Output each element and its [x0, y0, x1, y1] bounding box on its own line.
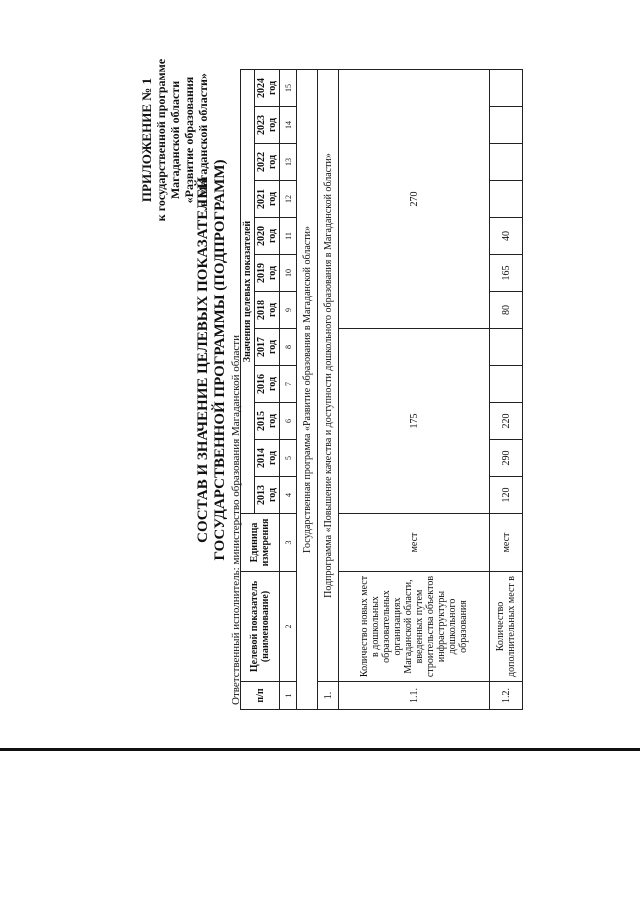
- col-number: 3: [280, 514, 297, 572]
- col-number: 7: [280, 366, 297, 403]
- table-row: [490, 70, 523, 710]
- row-num: 1.1.: [339, 682, 490, 710]
- year-header: 2019 год: [255, 255, 280, 292]
- row-num: 1.2.: [490, 682, 523, 710]
- year-header: 2022 год: [255, 144, 280, 181]
- row-value-merged: 175: [339, 329, 490, 514]
- col-number: 9: [280, 292, 297, 329]
- year-header: 2014 год: [255, 440, 280, 477]
- col-number: 2: [280, 572, 297, 682]
- row-unit: мест: [490, 514, 523, 572]
- year-header: 2016 год: [255, 366, 280, 403]
- subprogram-num: 1.: [318, 682, 339, 710]
- year-header: 2018 год: [255, 292, 280, 329]
- executor-note: Ответственный исполнитель: министерство образования Магаданской области: [230, 334, 242, 705]
- appendix-line: к государственной программе: [154, 58, 168, 222]
- col-number: 12: [280, 181, 297, 218]
- col-number: 10: [280, 255, 297, 292]
- header-row: [241, 70, 255, 710]
- appendix-line: Магаданской области: [168, 80, 182, 200]
- subprogram-name: Подпрограмма «Повышение качества и доступности дошкольного образования в Магаданской области»: [318, 70, 339, 682]
- year-header: 2015 год: [255, 403, 280, 440]
- title-line-1: СОСТАВ И ЗНАЧЕНИЕ ЦЕЛЕВЫХ ПОКАЗАТЕЛЕЙ: [195, 177, 211, 543]
- year-header: 2017 год: [255, 329, 280, 366]
- row-value: 120: [490, 477, 523, 514]
- col-number: 4: [280, 477, 297, 514]
- row-value: 165: [490, 255, 523, 292]
- col-number: 11: [280, 218, 297, 255]
- row-value: [490, 366, 523, 403]
- col-number: 6: [280, 403, 297, 440]
- table-row: [339, 70, 490, 710]
- row-value: [490, 144, 523, 181]
- row-value: 80: [490, 292, 523, 329]
- row-value: 290: [490, 440, 523, 477]
- year-header: 2023 год: [255, 107, 280, 144]
- row-value: [490, 70, 523, 107]
- indicators-table: [240, 69, 523, 710]
- row-indicator: Количество новых мест в дошкольных образовательных организациях Магаданской области, введенных путем строительства объектов инфраструктуры дошкольного образования: [339, 572, 490, 682]
- row-value: 220: [490, 403, 523, 440]
- col-number: 1: [280, 682, 297, 710]
- header-indicator: Целевой показатель (наименование): [241, 572, 280, 682]
- appendix-heading: ПРИЛОЖЕНИЕ № 1: [139, 77, 154, 203]
- rotated-page: [140, 0, 640, 715]
- row-value: [490, 181, 523, 218]
- year-header: 2021 год: [255, 181, 280, 218]
- row-value: [490, 107, 523, 144]
- year-header: 2013 год: [255, 477, 280, 514]
- row-unit: мест: [339, 514, 490, 572]
- title-line-2: ГОСУДАРСТВЕННОЙ ПРОГРАММЫ (ПОДПРОГРАММ): [212, 159, 228, 561]
- header-num: п/п: [241, 682, 280, 710]
- row-value: 40: [490, 218, 523, 255]
- col-number: 13: [280, 144, 297, 181]
- appendix-line: в Магаданской области»: [196, 73, 210, 207]
- subprogram-row: [318, 70, 339, 710]
- row-indicator: Количество дополнительных мест в: [490, 572, 523, 682]
- year-header: 2024 год: [255, 70, 280, 107]
- row-value: [490, 329, 523, 366]
- appendix-line: «Развитие образования: [182, 76, 196, 204]
- header-unit: Единица измерения: [241, 514, 280, 572]
- document-title: [195, 125, 229, 595]
- col-number: 8: [280, 329, 297, 366]
- col-number: 15: [280, 70, 297, 107]
- row-value-merged: 270: [339, 70, 490, 329]
- program-row: [297, 70, 318, 710]
- column-number-row: [280, 70, 297, 710]
- col-number: 14: [280, 107, 297, 144]
- year-header: 2020 год: [255, 218, 280, 255]
- program-name: Государственная программа «Развитие образования в Магаданской области»: [297, 70, 318, 710]
- col-number: 5: [280, 440, 297, 477]
- header-values-group: Значения целевых показателей: [241, 70, 255, 514]
- bottom-rule: [0, 748, 640, 751]
